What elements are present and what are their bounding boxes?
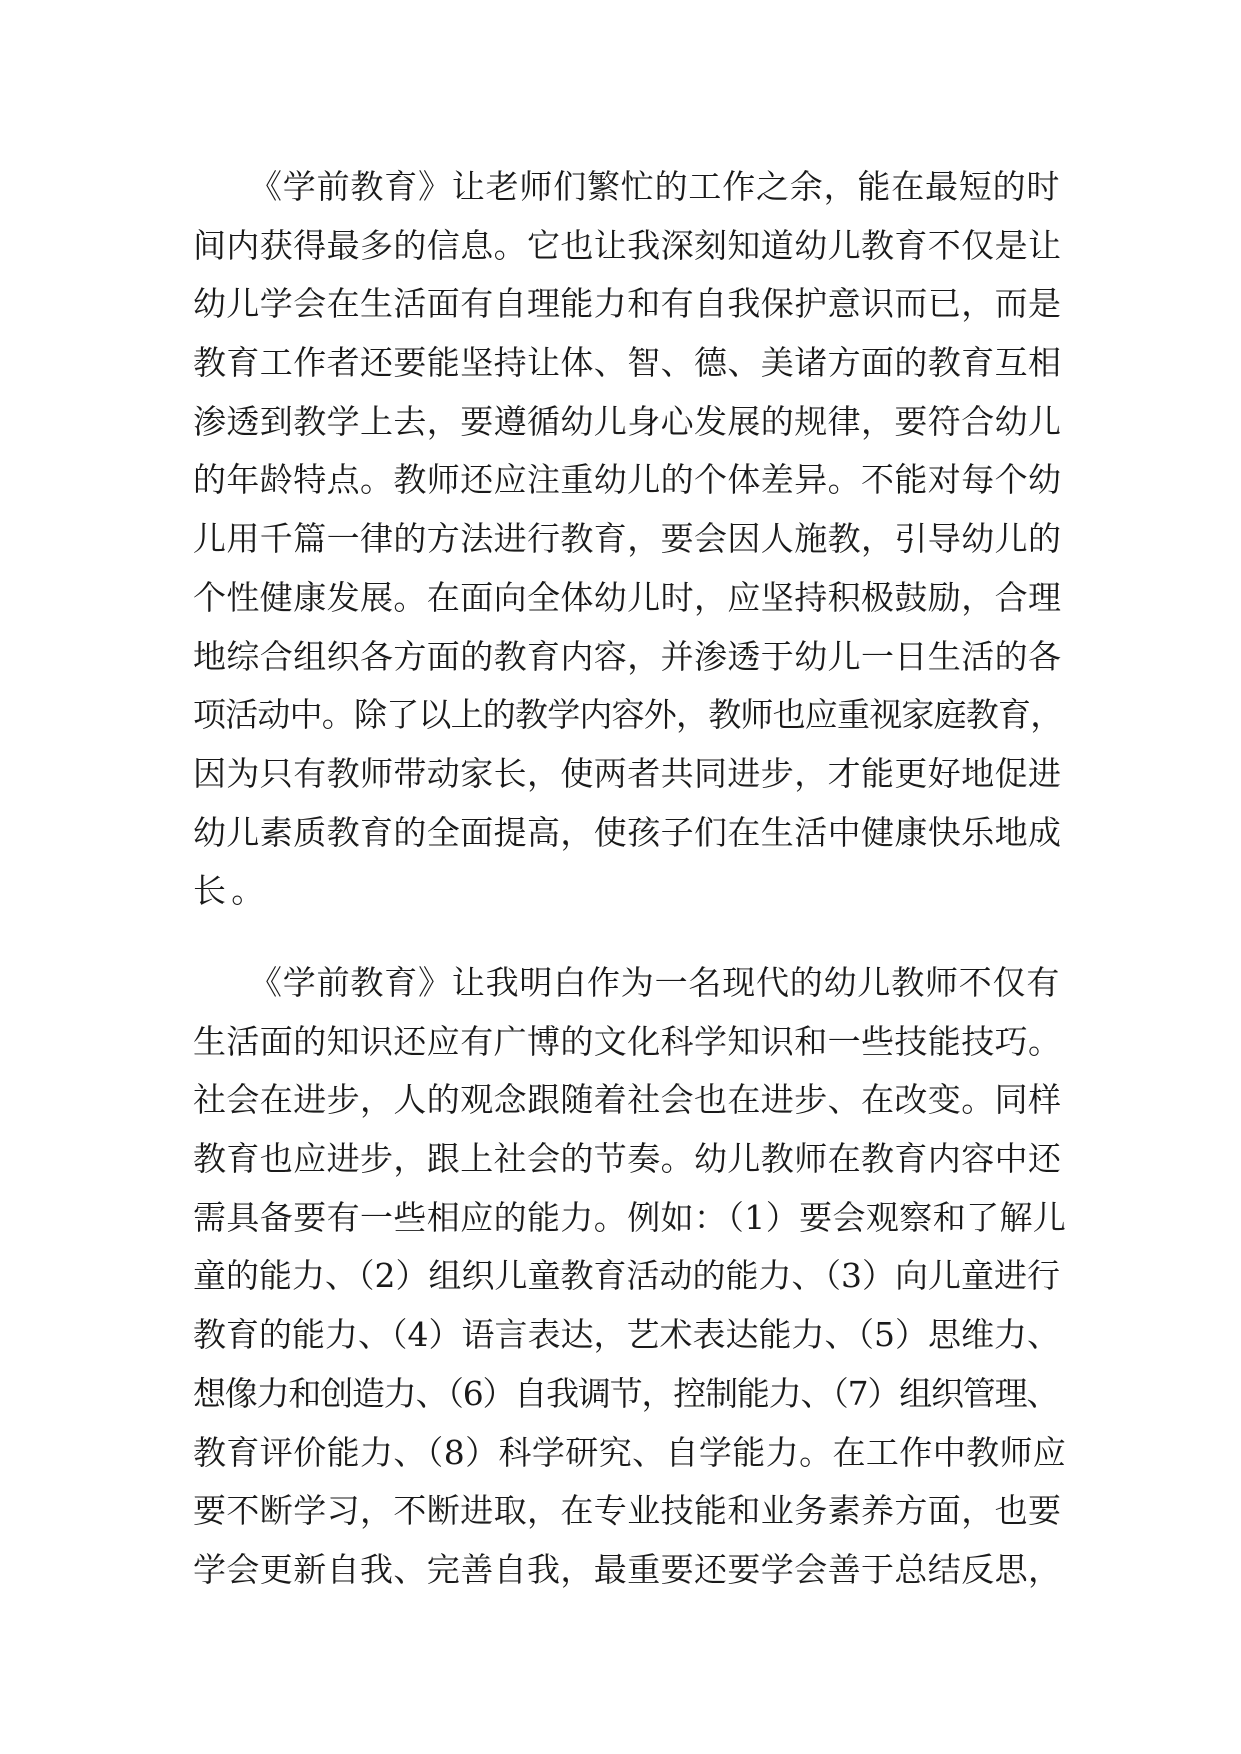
paragraph-line: 项活动中。除了以上的教学内容外，教师也应重视家庭教育，	[193, 695, 1063, 735]
paragraph-line: 教育评价能力、（8）科学研究、自学能力。在工作中教师应	[193, 1432, 1067, 1472]
paragraph-line: 教育的能力、（4）语言表达，艺术表达能力、（5）思维力、	[193, 1315, 1060, 1355]
paragraph-line: 社会在进步，人的观念跟随着社会也在进步、在改变。同样	[193, 1080, 1062, 1120]
paragraph-1	[193, 158, 1068, 921]
paragraph-line: 需具备要有一些相应的能力。例如：（1）要会观察和了解儿	[193, 1197, 1067, 1237]
paragraph-line: 《学前教育》让我明白作为一名现代的幼儿教师不仅有	[249, 963, 1061, 1002]
paragraph-line: 间内获得最多的信息。它也让我深刻知道幼儿教育不仅是让	[193, 225, 1062, 265]
paragraph-line: 儿用千篇一律的方法进行教育，要会因人施教，引导幼儿的	[193, 519, 1062, 559]
paragraph-line: 长。	[193, 871, 270, 911]
paragraph-line: 的年龄特点。教师还应注重幼儿的个体差异。不能对每个幼	[193, 460, 1062, 500]
paragraph-line: 想像力和创造力、（6）自我调节，控制能力、（7）组织管理、	[193, 1373, 1059, 1413]
paragraph-line: 教育也应进步，跟上社会的节奏。幼儿教师在教育内容中还	[193, 1139, 1062, 1179]
paragraph-2	[193, 954, 1068, 1600]
paragraph-line: 幼儿素质教育的全面提高，使孩子们在生活中健康快乐地成	[193, 812, 1062, 852]
paragraph-line: 《学前教育》让老师们繁忙的工作之余，能在最短的时	[249, 167, 1061, 206]
paragraph-line: 渗透到教学上去，要遵循幼儿身心发展的规律，要符合幼儿	[193, 401, 1062, 441]
paragraph-line: 幼儿学会在生活面有自理能力和有自我保护意识而已，而是	[193, 284, 1062, 324]
paragraph-line: 生活面的知识还应有广博的文化科学知识和一些技能技巧。	[193, 1021, 1062, 1061]
paragraph-line: 教育工作者还要能坚持让体、智、德、美诸方面的教育互相	[193, 343, 1062, 383]
paragraph-line: 要不断学习，不断进取，在专业技能和业务素养方面，也要	[193, 1491, 1062, 1531]
paragraph-line: 学会更新自我、完善自我，最重要还要学会善于总结反思，	[193, 1549, 1062, 1589]
paragraph-line: 因为只有教师带动家长，使两者共同进步，才能更好地促进	[193, 753, 1062, 793]
paragraph-line: 地综合组织各方面的教育内容，并渗透于幼儿一日生活的各	[193, 636, 1062, 676]
paragraph-line: 童的能力、（2）组织儿童教育活动的能力、（3）向儿童进行	[193, 1256, 1060, 1296]
paragraph-line: 个性健康发展。在面向全体幼儿时，应坚持积极鼓励，合理	[193, 577, 1062, 617]
